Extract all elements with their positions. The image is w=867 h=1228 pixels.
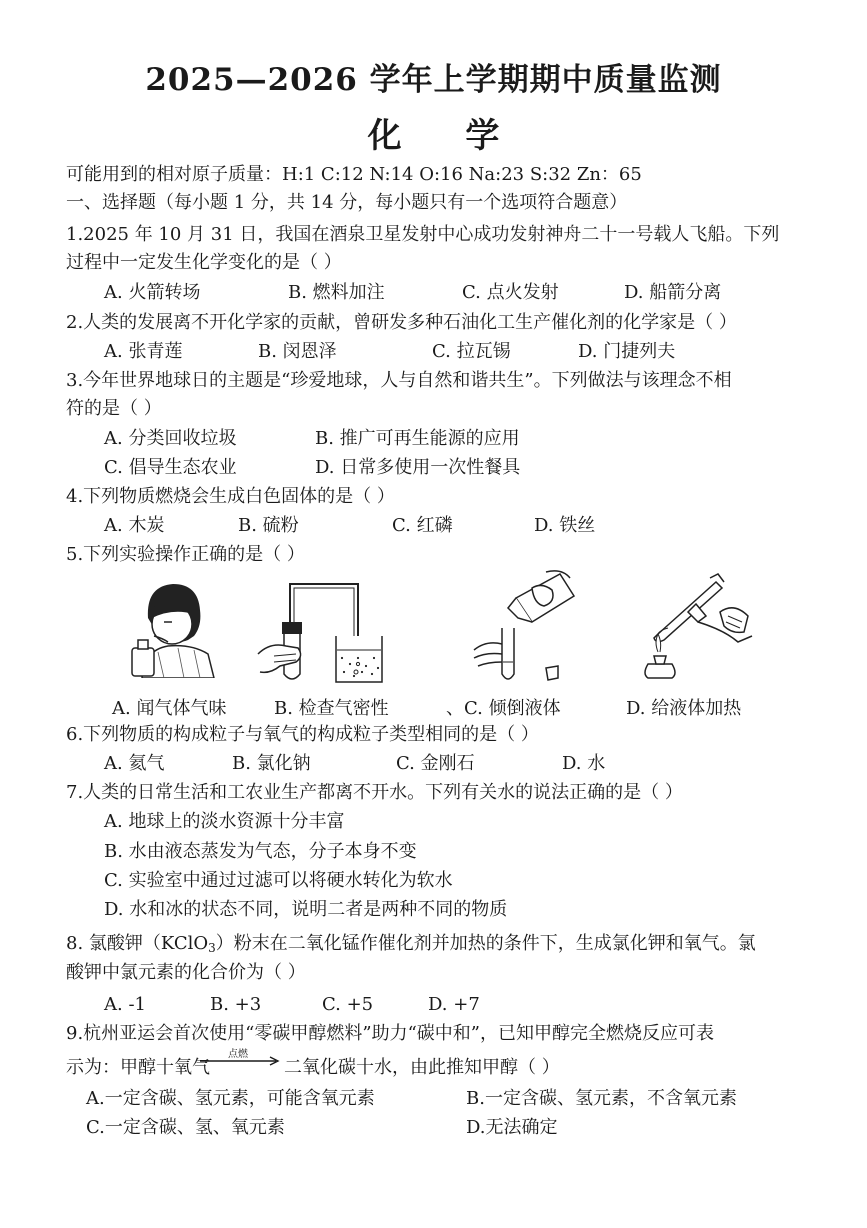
figure-airtightness-check [250,578,390,688]
figure-smell-gas [128,578,218,678]
q4-stem: 4.下列物质燃烧会生成白色固体的是（ ） [66,486,395,507]
q3-option-c: C. 倡导生态农业 [104,457,237,478]
q4-option-a: A. 木炭 [104,515,165,536]
q3-option-d: D. 日常多使用一次性餐具 [315,457,521,478]
q8-option-a: A. -1 [104,994,146,1015]
q8-option-b: B. +3 [210,994,262,1015]
q3-option-a: A. 分类回收垃圾 [104,428,237,449]
q7-stem: 7.人类的日常生活和工农业生产都离不开水。下列有关水的说法正确的是（ ） [66,782,683,803]
section-heading: 一、选择题（每小题 1 分，共 14 分，每小题只有一个选项符合题意） [66,192,628,213]
q1-option-d: D. 船箭分离 [624,282,722,303]
q8-stem-line2: 酸钾中氯元素的化合价为（ ） [66,962,306,983]
reaction-arrow [198,1048,284,1068]
q4-option-d: D. 铁丝 [534,515,596,536]
q3-stem-line1: 3.今年世界地球日的主题是“珍爱地球，人与自然和谐共生”。下列做法与该理念不相 [66,370,732,391]
q8-option-c: C. +5 [322,994,374,1015]
q8-option-d: D. +7 [428,994,480,1015]
q1-stem-line2: 过程中一定发生化学变化的是（ ） [66,252,342,273]
q4-option-c: C. 红磷 [392,515,453,536]
q1-option-c: C. 点火发射 [462,282,559,303]
q3-option-b: B. 推广可再生能源的应用 [315,428,520,449]
q9-stem-line1: 9.杭州亚运会首次使用“零碳甲醇燃料”助力“碳中和”，已知甲醇完全燃烧反应可表 [66,1023,714,1044]
q5-option-a: A. 闻气体气味 [112,698,227,719]
q6-option-c: C. 金刚石 [396,753,475,774]
q1-stem-line1: 1.2025 年 10 月 31 日，我国在酒泉卫星发射中心成功发射神舟二十一号载人飞船。下列 [66,224,780,245]
reaction-condition: 点燃 [228,1049,248,1060]
q5-option-d: D. 给液体加热 [626,698,742,719]
q2-option-a: A. 张青莲 [104,341,183,362]
q4-option-b: B. 硫粉 [238,515,299,536]
q7-option-c: C. 实验室中通过过滤可以将硬水转化为软水 [104,870,453,891]
q6-option-b: B. 氯化钠 [232,753,311,774]
q6-stem: 6.下列物质的构成粒子与氧气的构成粒子类型相同的是（ ） [66,724,539,745]
q9-stem-line2-right: 二氧化碳十水，由此推知甲醇（ ） [284,1057,560,1078]
figure-pour-liquid [462,568,582,686]
q8-stem-line1: 8. 氯酸钾（KClO$_3$）粉末在二氧化锰作催化剂并加热的条件下，生成氯化钾和氧气。氯 [66,933,756,955]
subject-title: 化 学 [367,116,526,156]
q1-option-b: B. 燃料加注 [288,282,385,303]
q5-option-b: B. 检查气密性 [274,698,389,719]
q6-option-d: D. 水 [562,753,606,774]
q9-option-c: C.一定含碳、氢、氧元素 [86,1117,285,1138]
q5-option-c: 、C. 倾倒液体 [446,698,561,719]
q9-option-d: D.无法确定 [466,1117,558,1138]
figure-heat-liquid [628,572,758,684]
exam-title: 2025—2026 学年上学期期中质量监测 [145,62,722,98]
arrow-icon [198,1048,284,1068]
q3-stem-line2: 符的是（ ） [66,398,162,419]
q2-option-b: B. 闵恩泽 [258,341,337,362]
q2-stem: 2.人类的发展离不开化学家的贡献，曾研发多种石油化工生产催化剂的化学家是（ ） [66,312,737,333]
atomic-masses: 可能用到的相对原子质量：H:1 C:12 N:14 O:16 Na:23 S:32 Zn：65 [66,164,642,185]
q7-option-a: A. 地球上的淡水资源十分丰富 [104,811,345,832]
q7-option-d: D. 水和冰的状态不同，说明二者是两种不同的物质 [104,899,508,920]
q6-option-a: A. 氦气 [104,753,165,774]
q9-option-b: B.一定含碳、氢元素，不含氧元素 [466,1088,737,1109]
q1-option-a: A. 火箭转场 [104,282,201,303]
q2-option-d: D. 门捷列夫 [578,341,676,362]
q9-stem-line2-left: 示为：甲醇十氧气 [66,1057,210,1078]
q2-option-c: C. 拉瓦锡 [432,341,511,362]
q9-option-a: A.一定含碳、氢元素，可能含氧元素 [86,1088,375,1109]
q5-stem: 5.下列实验操作正确的是（ ） [66,544,305,565]
q7-option-b: B. 水由液态蒸发为气态，分子本身不变 [104,841,417,862]
